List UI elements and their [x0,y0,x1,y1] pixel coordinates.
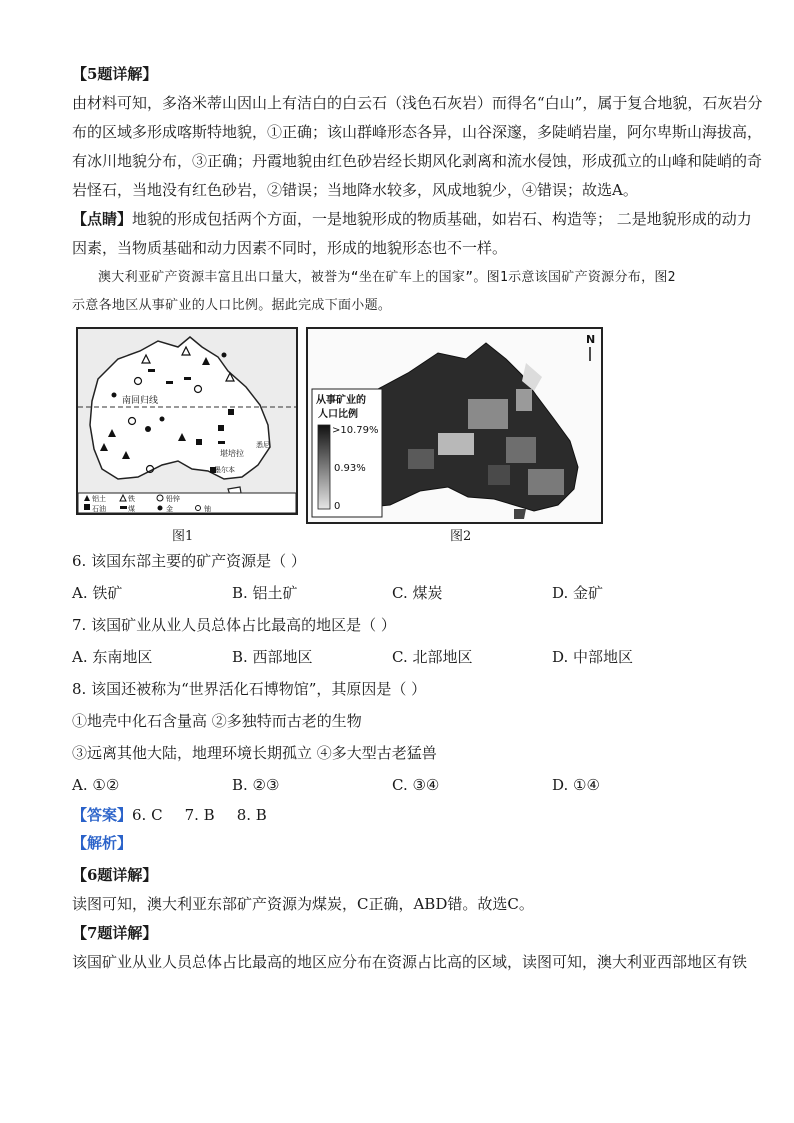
answer-item: 8. B [236,806,267,824]
legend-coal: 煤 [128,505,135,513]
answer-item: 7. B [184,806,215,824]
figure-1-mineral-map [76,327,298,515]
q6-options [72,577,722,609]
q7-stem: 7. 该国矿业从业人员总体占比最高的地区是（ ） [72,616,396,634]
figure-2-mining-population-map [306,327,603,524]
q7-options [72,641,722,673]
australia-mineral-map [78,329,296,513]
q8-options [72,769,722,801]
legend-uranium: 铀 [204,505,211,513]
analysis-heading: 【解析】 [72,834,133,852]
q6-option-b: B. 铝土矿 [232,584,298,602]
figure-1-caption: 图1 [172,529,194,544]
q8-stem: 8. 该国还被称为“世界活化石博物馆”，其原因是（ ） [72,680,427,698]
q5-detail-line: 由材料可知，多洛米蒂山因山上有洁白的白云石（浅色石灰岩）而得名“白山”，属于复合地貌，石灰岩分 [72,94,763,112]
q8-option-d: D. ①④ [552,776,600,794]
city-canberra: 堪培拉 [220,449,244,458]
legend-gold: 金 [166,505,173,513]
answer-heading: 【答案】 [72,806,133,824]
dianjing-text: 地貌的形成包括两个方面，一是地貌形成的物质基础，如岩石、构造等； 二是地貌形成的动力 [132,210,752,228]
north-arrow-label: N [586,333,596,346]
city-melbourne: 墨尔本 [214,466,235,474]
answer-line [72,801,722,829]
legend-value-high: >10.79% [332,425,379,436]
q7-option-d: D. 中部地区 [552,648,634,666]
intro-line: 澳大利亚矿产资源丰富且出口量大，被誉为“坐在矿车上的国家”。图1示意该国矿产资源分布，图2 [98,270,676,285]
tropic-label: 南回归线 [122,396,159,406]
dianjing-paragraph [72,205,752,234]
q8-item-line: ③远离其他大陆，地理环境长期孤立 ④多大型古老猛兽 [72,744,437,762]
intro-line: 示意各地区从事矿业的人口比例。据此完成下面小题。 [72,298,392,313]
q5-detail-line: 布的区域多形成喀斯特地貌，①正确；该山群峰形态各异，山谷深邃，多陡峭岩崖，阿尔卑斯山海拔高， [72,123,763,141]
q7-detail-text: 该国矿业从业人员总体占比最高的地区应分布在资源占比高的区域，读图可知，澳大利亚西部地区有铁 [72,953,748,971]
legend-oil: 石油 [92,505,106,513]
city-sydney: 悉尼 [256,441,270,449]
q7-option-c: C. 北部地区 [392,648,473,666]
q5-detail-heading: 【5题详解】 [72,65,158,83]
document-page [72,60,763,977]
q8-option-c: C. ③④ [392,776,440,794]
legend-value-mid: 0.93% [334,463,366,474]
legend-title: 从事矿业的 [316,395,366,406]
dianjing-heading: 【点睛】 [72,210,133,228]
q6-detail-heading: 【6题详解】 [72,866,158,884]
q6-option-d: D. 金矿 [552,584,604,602]
q8-option-a: A. ①② [72,776,120,794]
q8-option-b: B. ②③ [232,776,280,794]
legend-lead-zinc: 铅锌 [166,495,180,503]
q7-option-a: A. 东南地区 [72,648,153,666]
answer-item: 6. C [132,806,163,824]
q6-detail-text: 读图可知，澳大利亚东部矿产资源为煤炭，C正确，ABD错。故选C。 [72,895,534,913]
q6-stem: 6. 该国东部主要的矿产资源是（ ） [72,552,306,570]
legend-iron: 铁 [128,495,135,503]
figure-2-caption: 图2 [450,529,472,544]
q6-option-a: A. 铁矿 [72,584,123,602]
q5-detail-line: 岩怪石，当地没有红色砂岩，②错误；当地降水较多，风成地貌少，④错误；故选A。 [72,181,638,199]
q5-detail-line: 有冰川地貌分布，③正确；丹霞地貌由红色砂岩经长期风化剥离和流水侵蚀，形成孤立的山峰和陡峭的奇 [72,152,763,170]
dianjing-text-line2: 因素，当物质基础和动力因素不同时，形成的地貌形态也不一样。 [72,239,508,257]
figures-row [72,327,722,545]
australia-mining-ratio-map [308,329,601,522]
legend-value-low: 0 [334,501,341,512]
q7-detail-heading: 【7题详解】 [72,924,158,942]
q7-option-b: B. 西部地区 [232,648,313,666]
q8-item-line: ①地壳中化石含量高 ②多独特而古老的生物 [72,712,362,730]
q6-option-c: C. 煤炭 [392,584,443,602]
legend-bauxite: 铝土 [92,495,106,503]
legend-title-2: 人口比例 [318,409,358,420]
